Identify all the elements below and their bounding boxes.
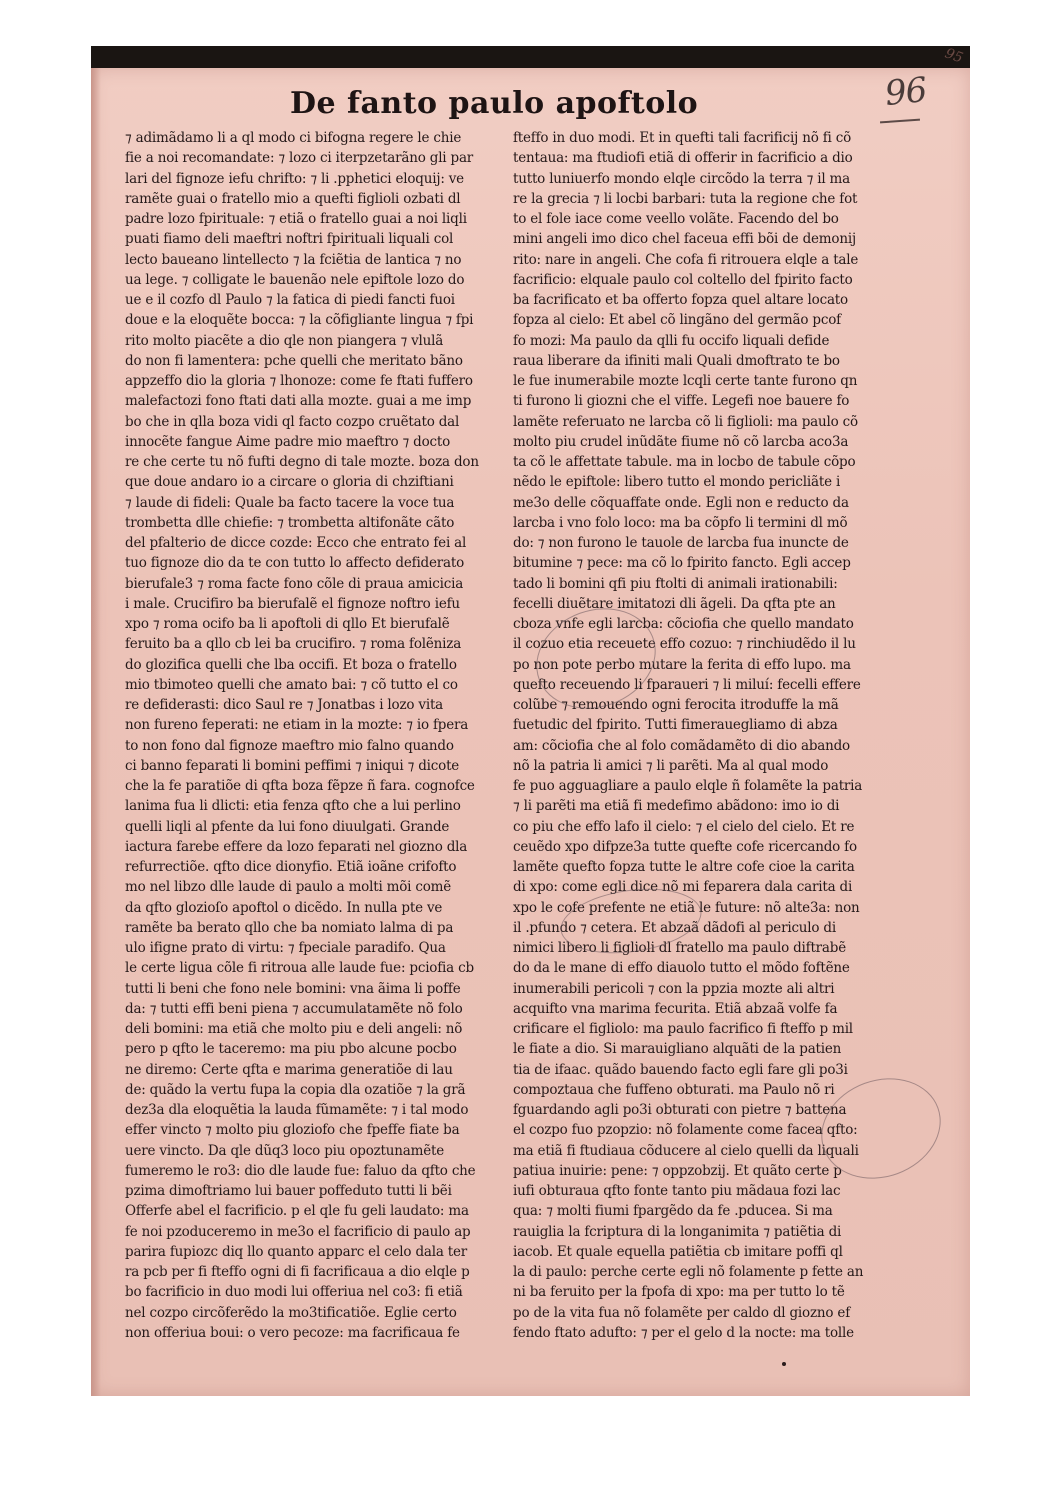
text-line: larcba i vno folo loco: ma ba cõpfo li termini dl mõ bbox=[513, 514, 848, 531]
text-line: co piu che effo lafo il cielo: ⁊ el cielo del cielo. Et re bbox=[513, 818, 855, 835]
text-line: quefto receuendo li fparaueri ⁊ li miluí: fecelli effere bbox=[513, 676, 861, 693]
text-line: che la fe paratiõe di qfta boza fẽpze ñ fara. cognofce bbox=[125, 778, 475, 794]
text-line: lari del fignoze iefu chrifto: ⁊ li .pphetici eloquij: ve bbox=[125, 170, 464, 187]
text-line: rito molto piacẽte a dio qle non piangera ⁊ vlulã bbox=[125, 332, 444, 349]
text-line: re la grecia ⁊ li locbi barbari: tuta la regione che fot bbox=[513, 190, 858, 207]
text-line: de: quãdo la vertu fupa la copia dla ozatiõe ⁊ la grã bbox=[125, 1081, 466, 1098]
text-line: re che certe tu nõ fufti degno di tale mozte. boza don bbox=[125, 454, 479, 470]
text-line: fteffo in duo modi. Et in quefti tali facrificij nõ fi cõ bbox=[513, 130, 852, 146]
text-line: crificare el figliolo: ma paulo facrifico fi fteffo p mil bbox=[513, 1021, 853, 1037]
text-line: nel cozpo circõferẽdo la mo3tificatiõe. Eglie certo bbox=[125, 1304, 457, 1321]
text-line: do non fi lamentera: pche quelli che meritato bãno bbox=[125, 352, 463, 369]
text-line: tutto luniuerfo mondo elqle circõdo la terra ⁊ il ma bbox=[513, 170, 850, 187]
text-line: molto piu crudel inũdãte fiume nõ cõ larcba aco3a bbox=[513, 433, 849, 450]
text-line: bo che in qlla boza vidi ql facto cozpo cruẽtato dal bbox=[125, 413, 460, 430]
text-line: fo mozi: Ma paulo da qlli fu occifo liquali defide bbox=[513, 332, 830, 349]
text-line: malefactozi fono ftati dati alla mozte. guai a me imp bbox=[125, 393, 472, 410]
text-line: quelli liqli al pfente da lui fono diuulgati. Grande bbox=[125, 818, 450, 835]
text-line: da: ⁊ tutti effi beni piena ⁊ accumulatamẽte nõ folo bbox=[125, 1000, 463, 1017]
text-line: iufi obturaua qfto fonte tanto piu mãdaua fozi lac bbox=[513, 1183, 841, 1199]
text-line: feruito ba a qllo cb lei ba crucifiro. ⁊ roma folẽniza bbox=[125, 636, 462, 653]
text-line: nẽdo le epiftole: libero tutto el mondo pericliãte i bbox=[513, 474, 841, 491]
text-line: xpo ⁊ roma ocifo ba li apoftoli di qllo Et bierufalẽ bbox=[125, 616, 450, 632]
text-line: am: cõciofia che al folo comãdamẽto di dio abando bbox=[513, 737, 850, 754]
text-line: me3o delle cõquaffate onde. Egli non e reducto da bbox=[513, 494, 849, 511]
text-line: ramẽte ba berato qllo che ba nomiato lalma di pa bbox=[125, 919, 454, 936]
text-line: tado li bomini qfi piu ftolti di animali irationabili: bbox=[513, 575, 838, 592]
text-line: tuo fignoze dio da te con tutto lo affecto defiderato bbox=[125, 555, 465, 572]
text-line: la di paulo: perche certe egli nõ folamente p fette an bbox=[513, 1264, 864, 1280]
text-line: di xpo: come egli dice nõ mi feparera dala carita di bbox=[513, 879, 853, 896]
text-line: iacob. Et quale equella patiẽtia cb imitare poffi ql bbox=[513, 1243, 843, 1260]
text-line: uere vincto. Da qle dũq3 loco piu opoztunamẽte bbox=[125, 1142, 445, 1159]
text-line: do glozifica quelli che lba occifi. Et boza o fratello bbox=[125, 656, 457, 673]
text-line: ra pcb per fi fteffo ogni di fi facrificaua a dio elqle p bbox=[125, 1264, 470, 1280]
text-line: fendo ftato adufto: ⁊ per el gelo d la nocte: ma tolle bbox=[513, 1324, 854, 1341]
folio-number: 96 bbox=[883, 69, 929, 115]
text-line: effer vincto ⁊ molto piu gloziofo che fpeffe fiate ba bbox=[125, 1122, 460, 1139]
text-line: nõ la patria li amici ⁊ li parẽti. Ma al qual modo bbox=[513, 757, 829, 774]
text-line: rauiglia la fcriptura di la longanimita ⁊ patiẽtia di bbox=[513, 1223, 842, 1240]
text-line: to non fono dal fignoze maeftro mio falno quando bbox=[125, 737, 454, 754]
text-line: ni ba feruito per la fpofa di xpo: ma per tutto lo tẽ bbox=[513, 1284, 845, 1301]
text-line: fe noi pzoduceremo in me3o el facrificio di paulo ap bbox=[125, 1223, 471, 1240]
text-line: padre lozo fpirituale: ⁊ etiã o fratello guai a noi liqli bbox=[125, 211, 467, 227]
text-line: fguardando agli po3i obturati con pietre ⁊ battena bbox=[513, 1102, 847, 1118]
text-line: dez3a dla eloquẽtia la lauda fũmamẽte: ⁊ i tal modo bbox=[125, 1102, 469, 1118]
text-line: que doue andaro io a circare o gloria di chziftiani bbox=[125, 474, 454, 491]
text-line: ma etiã fi ftudiaua cõducere al cielo quelli da liquali bbox=[513, 1142, 859, 1159]
text-line: doue e la eloquẽte bocca: ⁊ la cõfigliante lingua ⁊ fpi bbox=[125, 312, 474, 329]
text-line: fe puo agguagliare a paulo elqle ñ folamẽte la patria bbox=[513, 778, 863, 794]
text-line: ti furono li giozni che el viffe. Legefi noe bauere fo bbox=[513, 393, 850, 410]
text-line: tentaua: ma ftudiofi etiã di offerir in facrificio a dio bbox=[513, 150, 853, 167]
text-line: ci banno feparati li bomini peffimi ⁊ iniqui ⁊ dicote bbox=[125, 757, 460, 774]
text-line: mio tbimoteo quelli che amato bai: ⁊ cõ tutto el co bbox=[125, 676, 458, 693]
text-line: le fue inumerabile mozte lcqli certe tante furono qn bbox=[513, 373, 858, 389]
text-line: ta cõ le affettate tabule. ma in locbo de tabule cõpo bbox=[513, 454, 856, 470]
text-line: patiua inuirie: pene: ⁊ oppzobzij. Et quãto certe p bbox=[513, 1162, 842, 1179]
text-line: rito: nare in angeli. Che cofa fi ritrouera elqle a tale bbox=[513, 251, 859, 268]
text-line: appzeffo dio la gloria ⁊ lhonoze: come fe ftati fuffero bbox=[125, 373, 473, 389]
corner-folio-mark: 95 bbox=[942, 45, 966, 67]
text-line: el cozpo fuo pzopzio: nõ folamente come facea qfto: bbox=[513, 1122, 858, 1139]
text-line: bitumine ⁊ pece: ma cõ lo fpirito fancto. Egli accep bbox=[513, 555, 851, 572]
text-line: fuetudic del fpirito. Tutti fimerauegliamo di abza bbox=[513, 717, 838, 734]
text-line: ne diremo: Certe qfta e marima generatiõe di lau bbox=[125, 1061, 453, 1078]
text-line: da qfto glozioſo apoftol o dicẽdo. In nulla pte ve bbox=[125, 899, 443, 916]
text-line: innocẽte fangue Aime padre mio maeftro ⁊ docto bbox=[125, 433, 451, 450]
text-line: mini angeli imo dico chel faceua effi bõi de demonij bbox=[513, 231, 856, 248]
text-line: non offeriua boui: o vero pecoze: ma facrificaua fe bbox=[125, 1324, 460, 1341]
text-line: colũbe ⁊ remouendo ogni ferocita itroduffe la mã bbox=[513, 697, 839, 713]
left-text-column bbox=[125, 128, 503, 1343]
text-line: tutti li beni che fono nele bomini: vna ãima li poffe bbox=[125, 980, 461, 997]
text-line: refurrectiõe. qfto dice dionyfio. Etiã ioãne crifofto bbox=[125, 859, 457, 875]
text-line: raua liberare da ifiniti mali Quali dmoftrato te bo bbox=[513, 352, 840, 369]
text-line: nimici libero li figlioli dl fratello ma paulo diftrabẽ bbox=[513, 940, 847, 956]
text-line: bierufale3 ⁊ roma facte fono cõle di praua amicicia bbox=[125, 575, 464, 592]
text-line: Offerfe abel el facrificio. p el qle fu geli laudato: ma bbox=[125, 1203, 469, 1220]
text-line: xpo le cofe prefente ne etiã le future: nõ alte3a: non bbox=[513, 899, 860, 916]
text-line: del pfalterio de dicce cozde: Ecco che entrato fei al bbox=[125, 535, 467, 551]
text-line: il cozuo etia receuete effo cozuo: ⁊ rinchiudẽdo il lu bbox=[513, 636, 856, 653]
ink-dot bbox=[782, 1362, 786, 1366]
text-line: do da le mane di effo diauolo tutto el mõdo foftẽne bbox=[513, 960, 850, 977]
text-line: il .pfundo ⁊ cetera. Et abzaã dãdofi al periculo di bbox=[513, 919, 836, 936]
text-line: do: ⁊ non furono le tauole de larcba fua inuncte de bbox=[513, 535, 849, 551]
text-line: ua lege. ⁊ colligate le bauenão nele epiftole lozo do bbox=[125, 271, 465, 288]
text-line: mo nel libzo dlle laude di paulo a molti mõi comẽ bbox=[125, 879, 452, 896]
text-line: cboza vnfe egli larcba: cõciofia che quello mandato bbox=[513, 616, 854, 632]
right-text-column bbox=[513, 128, 885, 1343]
text-line: trombetta dlle chiefie: ⁊ trombetta altifonãte cãto bbox=[125, 514, 455, 531]
text-line: lamẽte quefto fopza tutte le altre cofe cioe la carita bbox=[513, 859, 855, 875]
text-line: fecelli diuẽtare imitatozi dli ãgeli. Da qfta pte an bbox=[513, 595, 836, 612]
text-line: le certe ligua cõle fi ritroua alle laude fue: pciofia cb bbox=[125, 960, 474, 977]
text-line: ceuẽdo xpo difpze3a tutte quefte cofe ricercando fo bbox=[513, 838, 857, 855]
text-line: ba facrificato et ba offerto fopza quel altare locato bbox=[513, 292, 848, 308]
text-line: non fureno feperati: ne etiam in la mozte: ⁊ io fpera bbox=[125, 717, 469, 734]
text-line: qua: ⁊ molti fiumi fpargẽdo da fe .pducea. Si ma bbox=[513, 1203, 833, 1220]
text-line: fie a noi recomandate: ⁊ lozo ci iterpzetarãno gli par bbox=[125, 150, 474, 167]
text-line: lamẽte referuato ne larcba cõ li figlioli: ma paulo cõ bbox=[513, 413, 858, 430]
text-line: compoztaua che fuffeno obturati. ma Paulo nõ ri bbox=[513, 1081, 835, 1098]
text-line: lecto baueano lintellecto ⁊ la fciẽtia de lantica ⁊ no bbox=[125, 251, 462, 268]
text-line: lanima fua li dlicti: etia fenza qfto che a lui perlino bbox=[125, 798, 461, 815]
text-line: po de la vita fua nõ folamẽte per caldo dl giozno ef bbox=[513, 1304, 850, 1321]
text-line: pero p qfto le taceremo: ma piu pbo alcune pocbo bbox=[125, 1041, 457, 1058]
text-line: deli bomini: ma etiã che molto piu e deli angeli: nõ bbox=[125, 1021, 463, 1037]
text-line: acquifto vna marima fecurita. Etiã abzaã volfe fa bbox=[513, 1000, 838, 1017]
text-line: le fiate a dio. Si marauigliano alquãti de la patien bbox=[513, 1041, 842, 1058]
text-line: bo facrificio in duo modi lui offeriua nel co3: fi etiã bbox=[125, 1284, 463, 1301]
text-line: inumerabili pericoli ⁊ con la ppzia mozte ali altri bbox=[513, 980, 835, 997]
text-line: ulo ifigne prato di virtu: ⁊ fpeciale paradifo. Qua bbox=[125, 940, 446, 956]
text-line: fopza al cielo: Et abel cõ lingãno del germão pcof bbox=[513, 312, 841, 329]
text-line: facrificio: elquale paulo col coltello del fpirito facto bbox=[513, 271, 853, 288]
text-line: ⁊ adimãdamo li a ql modo ci bifogna regere le chie bbox=[125, 130, 462, 146]
text-line: re defiderasti: dico Saul re ⁊ Jonatbas i lozo vita bbox=[125, 697, 444, 713]
text-line: ue e il cozfo dl Paulo ⁊ la fatica di piedi fancti fuoi bbox=[125, 292, 455, 308]
text-line: puati fiamo deli maeftri noftri fpirituali liquali col bbox=[125, 231, 454, 248]
text-line: tia de ifaac. quãdo bauendo facto egli fare gli po3i bbox=[513, 1061, 848, 1078]
text-line: ⁊ li parẽti ma etiã fi medefimo abãdono: imo io di bbox=[513, 798, 840, 815]
text-line: parira fupiozc diq llo quanto apparc el celo dala ter bbox=[125, 1243, 468, 1260]
text-line: pzima dimoftriamo lui bauer poffeduto tutti li bẽi bbox=[125, 1183, 452, 1199]
text-line: po non pote perbo mutare la ferita di effo lupo. ma bbox=[513, 656, 851, 673]
text-line: ramẽte guai o fratello mio a quefti figlioli ozbati dl bbox=[125, 190, 461, 207]
text-line: ⁊ laude di fideli: Quale ba facto tacere la voce tua bbox=[125, 494, 455, 511]
text-line: to el fole iace come veello volãte. Facendo del bo bbox=[513, 211, 839, 227]
text-line: iactura farebe effere da lozo feparati nel giozno dla bbox=[125, 838, 468, 855]
text-line: fumeremo le ro3: dio dle laude fue: faluo da qfto che bbox=[125, 1162, 476, 1179]
running-heading: De fanto paulo apoftolo bbox=[290, 86, 699, 121]
text-line: i male. Crucifiro ba bierufalẽ el fignoze noftro iefu bbox=[125, 595, 460, 612]
